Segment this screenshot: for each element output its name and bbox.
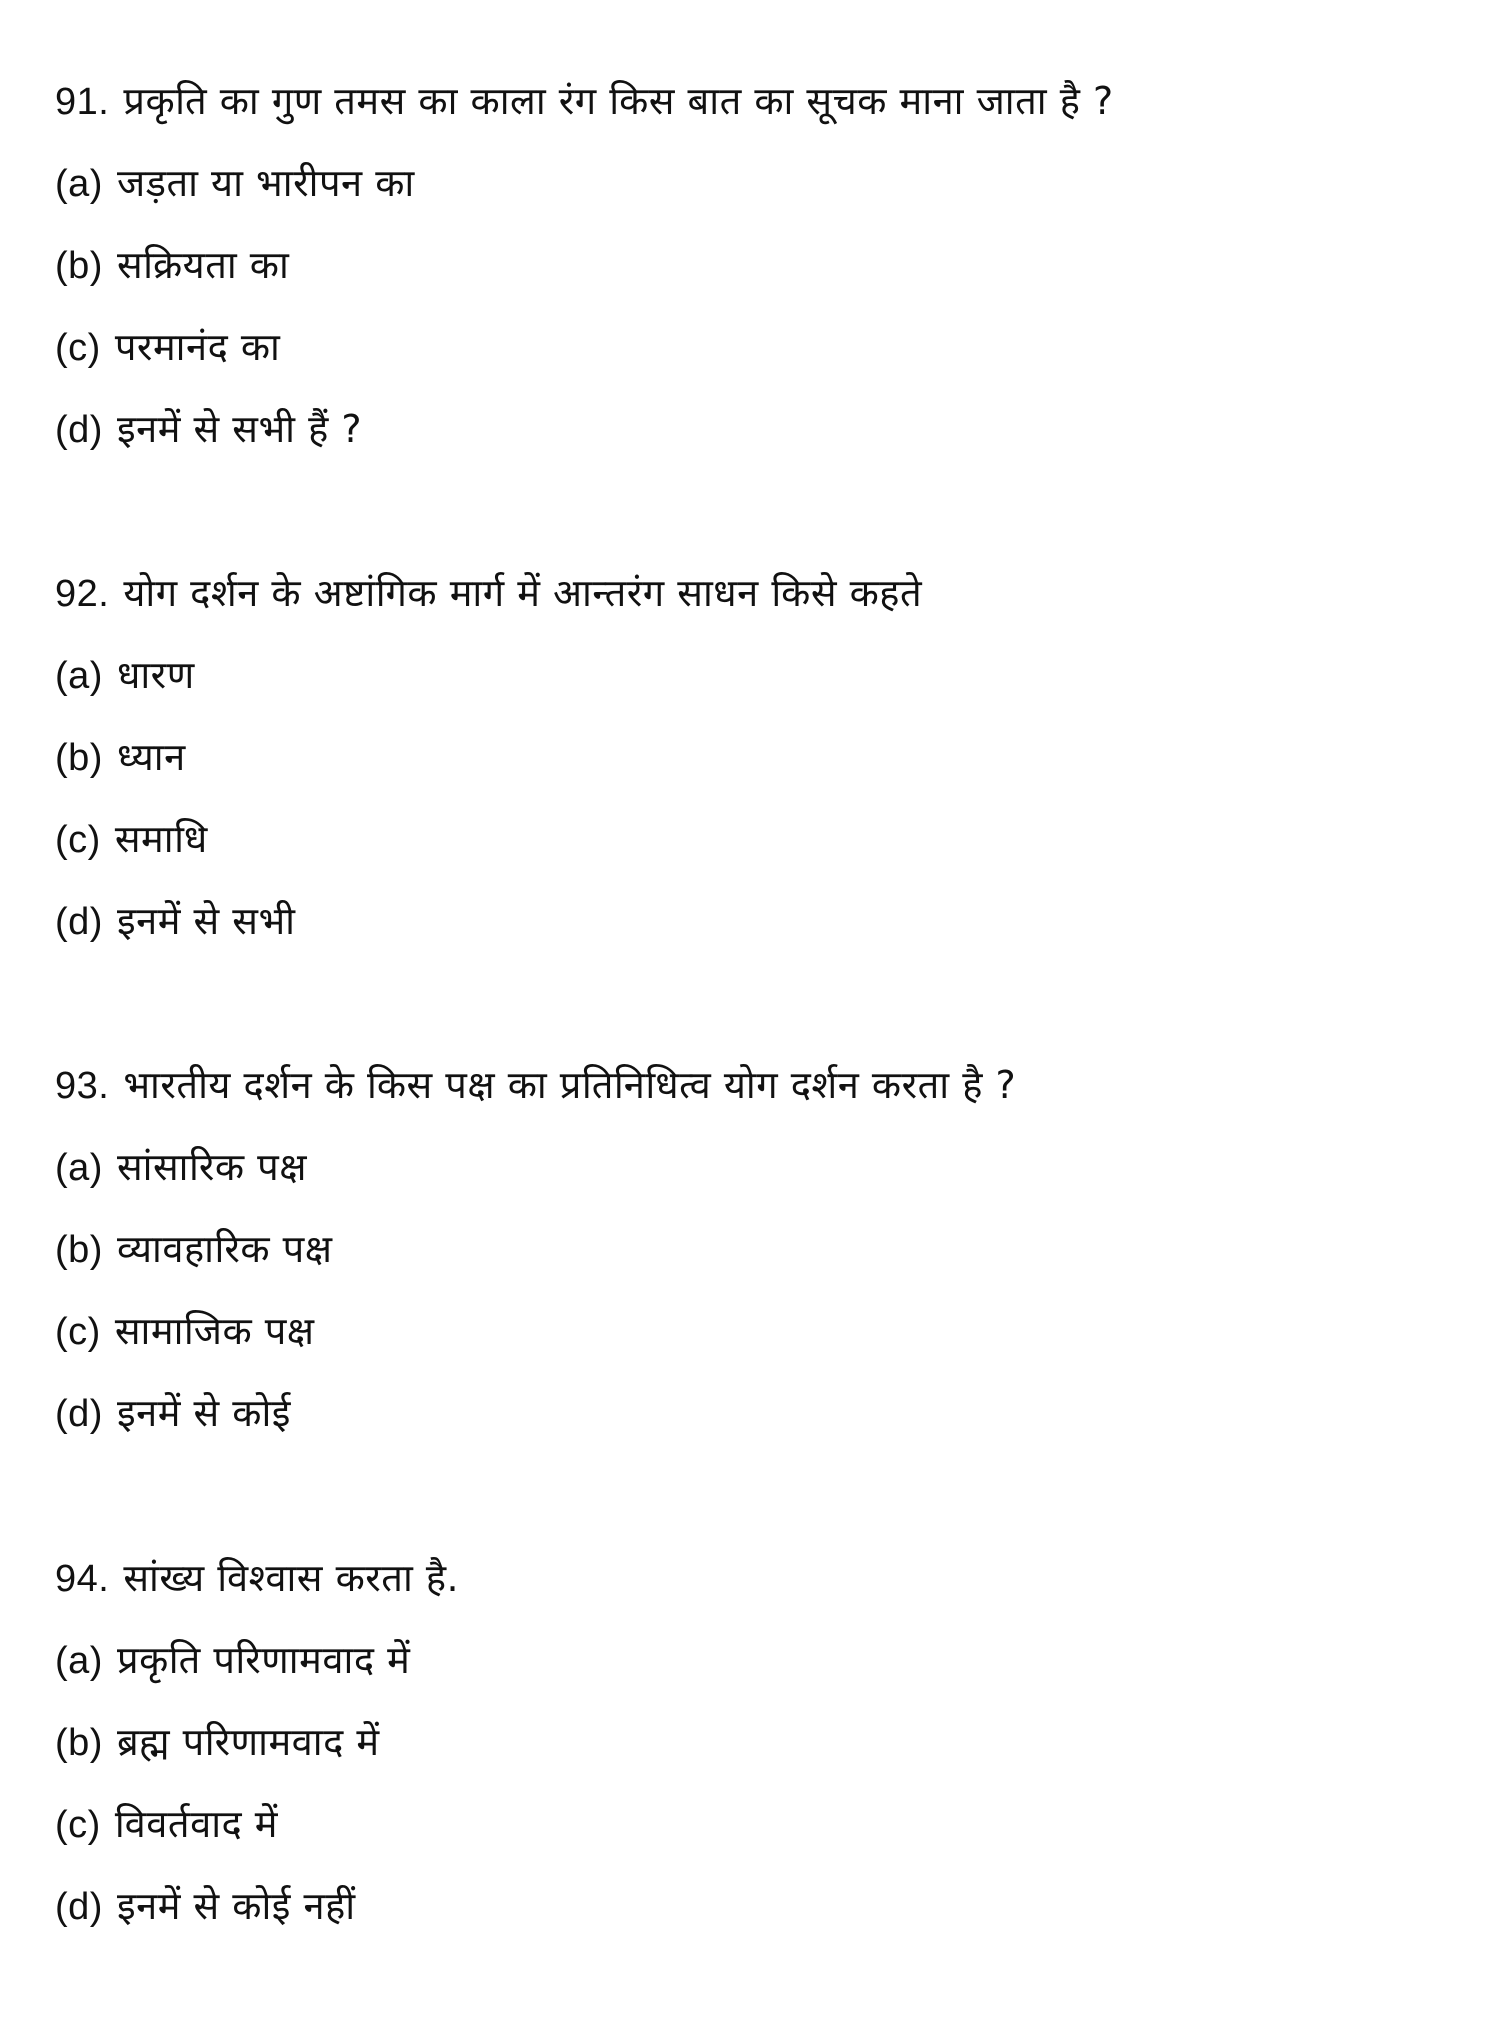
option-text: धारण: [116, 653, 195, 697]
question-text: भारतीय दर्शन के किस पक्ष का प्रतिनिधित्व योग दर्शन करता है ?: [123, 1063, 1017, 1107]
option-text: विवर्तवाद में: [114, 1802, 279, 1846]
option-d: [55, 1881, 356, 1932]
option-text: समाधि: [114, 817, 208, 861]
option-c: [55, 814, 208, 865]
option-a: [55, 650, 195, 701]
option-c: [55, 1306, 315, 1357]
option-text: इनमें से कोई: [116, 1391, 291, 1435]
question-number: 94.: [55, 1558, 110, 1600]
option-a: [55, 1635, 410, 1686]
option-key: (a): [55, 1640, 103, 1682]
option-key: (a): [55, 1147, 103, 1189]
option-c: [55, 1799, 278, 1850]
option-key: (a): [55, 655, 103, 697]
option-text: जड़ता या भारीपन का: [116, 161, 415, 205]
option-key: (d): [55, 901, 103, 943]
option-text: ध्यान: [116, 735, 186, 779]
question-number: 93.: [55, 1065, 110, 1107]
option-a: [55, 158, 415, 209]
option-key: (c): [55, 819, 101, 861]
option-text: इनमें से कोई नहीं: [116, 1884, 356, 1928]
option-key: (c): [55, 1804, 101, 1846]
option-key: (d): [55, 1886, 103, 1928]
option-text: सांसारिक पक्ष: [116, 1145, 307, 1189]
option-text: ब्रह्म परिणामवाद में: [116, 1720, 380, 1764]
option-text: इनमें से सभी हैं ?: [116, 407, 363, 451]
option-d: [55, 1388, 291, 1439]
option-text: इनमें से सभी: [116, 899, 296, 943]
option-text: सामाजिक पक्ष: [114, 1309, 315, 1353]
question-text: योग दर्शन के अष्टांगिक मार्ग में आन्तरंग साधन किसे कहते: [123, 571, 923, 615]
option-b: [55, 240, 289, 291]
option-b: [55, 732, 186, 783]
question-text: प्रकृति का गुण तमस का काला रंग किस बात का सूचक माना जाता है ?: [123, 79, 1114, 123]
option-d: [55, 896, 296, 947]
option-key: (c): [55, 327, 101, 369]
option-key: (a): [55, 163, 103, 205]
question-text-line: [55, 568, 922, 619]
option-text: सक्रियता का: [116, 243, 290, 287]
question-number: 91.: [55, 81, 110, 123]
option-key: (d): [55, 409, 103, 451]
option-key: (b): [55, 245, 103, 287]
option-b: [55, 1224, 332, 1275]
question-text-line: [55, 1553, 459, 1604]
option-key: (b): [55, 1722, 103, 1764]
option-c: [55, 322, 280, 373]
question-text: सांख्य विश्वास करता है.: [123, 1556, 460, 1600]
option-b: [55, 1717, 380, 1768]
question-text-line: [55, 1060, 1016, 1111]
option-key: (d): [55, 1393, 103, 1435]
option-key: (c): [55, 1311, 101, 1353]
option-key: (b): [55, 1229, 103, 1271]
option-d: [55, 404, 362, 455]
option-key: (b): [55, 737, 103, 779]
question-text-line: [55, 76, 1114, 127]
question-number: 92.: [55, 573, 110, 615]
option-text: व्यावहारिक पक्ष: [116, 1227, 333, 1271]
option-text: परमानंद का: [114, 325, 281, 369]
option-text: प्रकृति परिणामवाद में: [116, 1638, 411, 1682]
option-a: [55, 1142, 307, 1193]
